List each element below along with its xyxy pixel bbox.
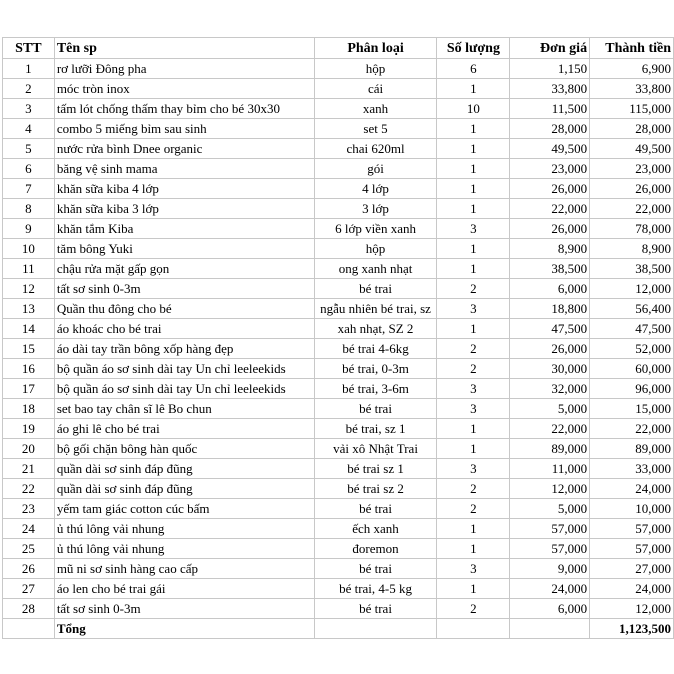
cell-unit-price[interactable]: 57,000 bbox=[510, 539, 590, 559]
table-row bbox=[3, 99, 674, 119]
table-row bbox=[3, 559, 674, 579]
cell-quantity[interactable]: 2 bbox=[437, 359, 510, 379]
cell-unit-price[interactable]: 33,800 bbox=[510, 79, 590, 99]
cell-quantity[interactable]: 1 bbox=[437, 579, 510, 599]
cell-category[interactable]: bé trai bbox=[314, 559, 437, 579]
cell-stt[interactable]: 1 bbox=[3, 59, 55, 79]
cell-product-name[interactable]: Quần thu đông cho bé bbox=[54, 299, 314, 319]
cell-category[interactable]: ong xanh nhạt bbox=[314, 259, 437, 279]
cell-quantity[interactable]: 1 bbox=[437, 419, 510, 439]
table-row bbox=[3, 439, 674, 459]
cell-line-total[interactable]: 60,000 bbox=[590, 359, 674, 379]
cell-quantity[interactable]: 3 bbox=[437, 219, 510, 239]
cell-stt[interactable]: 18 bbox=[3, 399, 55, 419]
cell-line-total[interactable]: 22,000 bbox=[590, 199, 674, 219]
cell-category[interactable]: xah nhạt, SZ 2 bbox=[314, 319, 437, 339]
cell-product-name[interactable]: rơ lưỡi Đông pha bbox=[54, 59, 314, 79]
cell-category[interactable]: chai 620ml bbox=[314, 139, 437, 159]
cell-unit-price[interactable]: 11,000 bbox=[510, 459, 590, 479]
cell-category[interactable]: 6 lớp viền xanh bbox=[314, 219, 437, 239]
cell-unit-price[interactable]: 8,900 bbox=[510, 239, 590, 259]
cell-stt[interactable]: 21 bbox=[3, 459, 55, 479]
cell-line-total[interactable]: 52,000 bbox=[590, 339, 674, 359]
header-name[interactable]: Tên sp bbox=[54, 38, 314, 59]
header-total[interactable]: Thành tiền bbox=[590, 38, 674, 59]
cell-product-name[interactable]: set bao tay chân sĩ lê Bo chun bbox=[54, 399, 314, 419]
table-row bbox=[3, 319, 674, 339]
total-row bbox=[3, 619, 674, 639]
total-price-cell[interactable] bbox=[510, 619, 590, 639]
cell-stt[interactable]: 10 bbox=[3, 239, 55, 259]
cell-product-name[interactable]: mũ ni sơ sinh hàng cao cấp bbox=[54, 559, 314, 579]
cell-unit-price[interactable]: 57,000 bbox=[510, 519, 590, 539]
cell-category[interactable]: bé trai, 0-3m bbox=[314, 359, 437, 379]
cell-line-total[interactable]: 26,000 bbox=[590, 179, 674, 199]
cell-line-total[interactable]: 15,000 bbox=[590, 399, 674, 419]
cell-stt[interactable]: 8 bbox=[3, 199, 55, 219]
cell-product-name[interactable]: bộ quần áo sơ sinh dài tay Un chỉ leeleekids bbox=[54, 379, 314, 399]
header-price[interactable]: Đơn giá bbox=[510, 38, 590, 59]
cell-unit-price[interactable]: 38,500 bbox=[510, 259, 590, 279]
cell-category[interactable]: bé trai, sz 1 bbox=[314, 419, 437, 439]
cell-product-name[interactable]: nước rửa bình Dnee organic bbox=[54, 139, 314, 159]
cell-stt[interactable]: 7 bbox=[3, 179, 55, 199]
cell-category[interactable]: 4 lớp bbox=[314, 179, 437, 199]
cell-stt[interactable]: 13 bbox=[3, 299, 55, 319]
cell-stt[interactable]: 27 bbox=[3, 579, 55, 599]
cell-line-total[interactable]: 78,000 bbox=[590, 219, 674, 239]
cell-quantity[interactable]: 10 bbox=[437, 99, 510, 119]
cell-category[interactable]: bé trai sz 2 bbox=[314, 479, 437, 499]
table-row bbox=[3, 279, 674, 299]
cell-product-name[interactable]: ủ thú lông vải nhung bbox=[54, 519, 314, 539]
cell-product-name[interactable]: áo ghi lê cho bé trai bbox=[54, 419, 314, 439]
cell-quantity[interactable]: 1 bbox=[437, 539, 510, 559]
cell-product-name[interactable]: quần dài sơ sinh đáp đũng bbox=[54, 459, 314, 479]
cell-stt[interactable]: 28 bbox=[3, 599, 55, 619]
cell-category[interactable]: xanh bbox=[314, 99, 437, 119]
table-row bbox=[3, 239, 674, 259]
cell-quantity[interactable]: 2 bbox=[437, 279, 510, 299]
cell-quantity[interactable]: 1 bbox=[437, 159, 510, 179]
table-row bbox=[3, 339, 674, 359]
cell-unit-price[interactable]: 22,000 bbox=[510, 419, 590, 439]
cell-product-name[interactable]: yếm tam giác cotton cúc bấm bbox=[54, 499, 314, 519]
header-qty[interactable]: Số lượng bbox=[437, 38, 510, 59]
cell-category[interactable]: ếch xanh bbox=[314, 519, 437, 539]
cell-product-name[interactable]: khăn sữa kiba 4 lớp bbox=[54, 179, 314, 199]
cell-product-name[interactable]: khăn tắm Kiba bbox=[54, 219, 314, 239]
cell-unit-price[interactable]: 12,000 bbox=[510, 479, 590, 499]
cell-line-total[interactable]: 57,000 bbox=[590, 539, 674, 559]
cell-quantity[interactable]: 1 bbox=[437, 199, 510, 219]
cell-unit-price[interactable]: 49,500 bbox=[510, 139, 590, 159]
cell-stt[interactable]: 2 bbox=[3, 79, 55, 99]
cell-category[interactable]: hộp bbox=[314, 59, 437, 79]
table-row bbox=[3, 199, 674, 219]
cell-category[interactable]: bé trai sz 1 bbox=[314, 459, 437, 479]
cell-quantity[interactable]: 1 bbox=[437, 319, 510, 339]
table-row bbox=[3, 579, 674, 599]
cell-stt[interactable]: 11 bbox=[3, 259, 55, 279]
cell-unit-price[interactable]: 6,000 bbox=[510, 279, 590, 299]
cell-quantity[interactable]: 3 bbox=[437, 559, 510, 579]
cell-category[interactable]: bé trai bbox=[314, 499, 437, 519]
cell-line-total[interactable]: 57,000 bbox=[590, 519, 674, 539]
cell-category[interactable]: bé trai, 4-5 kg bbox=[314, 579, 437, 599]
table-row bbox=[3, 499, 674, 519]
cell-category[interactable]: bé trai 4-6kg bbox=[314, 339, 437, 359]
cell-quantity[interactable]: 2 bbox=[437, 499, 510, 519]
cell-line-total[interactable]: 56,400 bbox=[590, 299, 674, 319]
cell-line-total[interactable]: 28,000 bbox=[590, 119, 674, 139]
cell-quantity[interactable]: 3 bbox=[437, 399, 510, 419]
cell-unit-price[interactable]: 26,000 bbox=[510, 219, 590, 239]
grand-total-value[interactable]: 1,123,500 bbox=[590, 619, 674, 639]
cell-unit-price[interactable]: 28,000 bbox=[510, 119, 590, 139]
cell-quantity[interactable]: 1 bbox=[437, 139, 510, 159]
cell-line-total[interactable]: 96,000 bbox=[590, 379, 674, 399]
cell-product-name[interactable]: băng vệ sinh mama bbox=[54, 159, 314, 179]
cell-line-total[interactable]: 89,000 bbox=[590, 439, 674, 459]
cell-stt[interactable]: 19 bbox=[3, 419, 55, 439]
cell-line-total[interactable]: 33,800 bbox=[590, 79, 674, 99]
cell-line-total[interactable]: 24,000 bbox=[590, 579, 674, 599]
cell-stt[interactable]: 24 bbox=[3, 519, 55, 539]
cell-line-total[interactable]: 6,900 bbox=[590, 59, 674, 79]
cell-quantity[interactable]: 3 bbox=[437, 299, 510, 319]
cell-quantity[interactable]: 1 bbox=[437, 79, 510, 99]
cell-quantity[interactable]: 3 bbox=[437, 379, 510, 399]
table-row bbox=[3, 479, 674, 499]
cell-unit-price[interactable]: 47,500 bbox=[510, 319, 590, 339]
cell-quantity[interactable]: 1 bbox=[437, 179, 510, 199]
cell-stt[interactable]: 6 bbox=[3, 159, 55, 179]
cell-quantity[interactable]: 1 bbox=[437, 239, 510, 259]
cell-line-total[interactable]: 38,500 bbox=[590, 259, 674, 279]
cell-unit-price[interactable]: 6,000 bbox=[510, 599, 590, 619]
cell-stt[interactable]: 16 bbox=[3, 359, 55, 379]
cell-category[interactable]: vải xô Nhật Trai bbox=[314, 439, 437, 459]
cell-unit-price[interactable]: 1,150 bbox=[510, 59, 590, 79]
cell-product-name[interactable]: combo 5 miếng bỉm sau sinh bbox=[54, 119, 314, 139]
table-row bbox=[3, 59, 674, 79]
table-row bbox=[3, 599, 674, 619]
cell-stt[interactable]: 5 bbox=[3, 139, 55, 159]
cell-stt[interactable]: 12 bbox=[3, 279, 55, 299]
cell-line-total[interactable]: 27,000 bbox=[590, 559, 674, 579]
cell-product-name[interactable]: bộ gối chặn bông hàn quốc bbox=[54, 439, 314, 459]
cell-unit-price[interactable]: 89,000 bbox=[510, 439, 590, 459]
cell-line-total[interactable]: 12,000 bbox=[590, 599, 674, 619]
table-row bbox=[3, 219, 674, 239]
cell-unit-price[interactable]: 11,500 bbox=[510, 99, 590, 119]
cell-category[interactable]: set 5 bbox=[314, 119, 437, 139]
cell-unit-price[interactable]: 18,800 bbox=[510, 299, 590, 319]
cell-category[interactable]: gói bbox=[314, 159, 437, 179]
table-row bbox=[3, 259, 674, 279]
cell-unit-price[interactable]: 5,000 bbox=[510, 499, 590, 519]
cell-category[interactable]: bé trai, 3-6m bbox=[314, 379, 437, 399]
cell-product-name[interactable]: ủ thú lông vải nhung bbox=[54, 539, 314, 559]
cell-line-total[interactable]: 8,900 bbox=[590, 239, 674, 259]
table-row bbox=[3, 399, 674, 419]
table-row bbox=[3, 519, 674, 539]
cell-product-name[interactable]: tăm bông Yuki bbox=[54, 239, 314, 259]
cell-unit-price[interactable]: 5,000 bbox=[510, 399, 590, 419]
cell-stt[interactable]: 9 bbox=[3, 219, 55, 239]
cell-category[interactable]: bé trai bbox=[314, 599, 437, 619]
cell-unit-price[interactable]: 22,000 bbox=[510, 199, 590, 219]
cell-product-name[interactable]: bộ quần áo sơ sinh dài tay Un chỉ leeleekids bbox=[54, 359, 314, 379]
cell-quantity[interactable]: 2 bbox=[437, 479, 510, 499]
cell-stt[interactable]: 25 bbox=[3, 539, 55, 559]
table-row bbox=[3, 179, 674, 199]
cell-stt[interactable]: 15 bbox=[3, 339, 55, 359]
cell-unit-price[interactable]: 9,000 bbox=[510, 559, 590, 579]
cell-stt[interactable]: 3 bbox=[3, 99, 55, 119]
cell-quantity[interactable]: 1 bbox=[437, 259, 510, 279]
table-row bbox=[3, 379, 674, 399]
cell-quantity[interactable]: 1 bbox=[437, 519, 510, 539]
cell-line-total[interactable]: 22,000 bbox=[590, 419, 674, 439]
cell-category[interactable]: ngẫu nhiên bé trai, sz bbox=[314, 299, 437, 319]
cell-line-total[interactable]: 23,000 bbox=[590, 159, 674, 179]
cell-product-name[interactable]: áo dài tay trần bông xốp hàng đẹp bbox=[54, 339, 314, 359]
cell-unit-price[interactable]: 32,000 bbox=[510, 379, 590, 399]
cell-stt[interactable]: 23 bbox=[3, 499, 55, 519]
cell-unit-price[interactable]: 26,000 bbox=[510, 339, 590, 359]
header-stt[interactable]: STT bbox=[3, 38, 55, 59]
cell-stt[interactable]: 20 bbox=[3, 439, 55, 459]
total-stt-cell[interactable] bbox=[3, 619, 55, 639]
cell-stt[interactable]: 14 bbox=[3, 319, 55, 339]
cell-line-total[interactable]: 115,000 bbox=[590, 99, 674, 119]
cell-quantity[interactable]: 3 bbox=[437, 459, 510, 479]
cell-product-name[interactable]: tất sơ sinh 0-3m bbox=[54, 279, 314, 299]
cell-product-name[interactable]: quần dài sơ sinh đáp đũng bbox=[54, 479, 314, 499]
cell-product-name[interactable]: áo khoác cho bé trai bbox=[54, 319, 314, 339]
cell-unit-price[interactable]: 23,000 bbox=[510, 159, 590, 179]
table-row bbox=[3, 459, 674, 479]
cell-stt[interactable]: 22 bbox=[3, 479, 55, 499]
cell-product-name[interactable]: khăn sữa kiba 3 lớp bbox=[54, 199, 314, 219]
table-row bbox=[3, 359, 674, 379]
cell-category[interactable]: cái bbox=[314, 79, 437, 99]
cell-product-name[interactable]: tấm lót chống thấm thay bỉm cho bé 30x30 bbox=[54, 99, 314, 119]
table-row bbox=[3, 79, 674, 99]
cell-quantity[interactable]: 1 bbox=[437, 439, 510, 459]
cell-unit-price[interactable]: 24,000 bbox=[510, 579, 590, 599]
total-label[interactable]: Tổng bbox=[54, 619, 314, 639]
table-row bbox=[3, 119, 674, 139]
cell-quantity[interactable]: 1 bbox=[437, 119, 510, 139]
cell-quantity[interactable]: 2 bbox=[437, 599, 510, 619]
cell-unit-price[interactable]: 30,000 bbox=[510, 359, 590, 379]
cell-category[interactable]: bé trai bbox=[314, 279, 437, 299]
cell-quantity[interactable]: 2 bbox=[437, 339, 510, 359]
order-table bbox=[2, 37, 674, 639]
cell-product-name[interactable]: móc tròn inox bbox=[54, 79, 314, 99]
total-qty-cell[interactable] bbox=[437, 619, 510, 639]
cell-stt[interactable]: 4 bbox=[3, 119, 55, 139]
cell-unit-price[interactable]: 26,000 bbox=[510, 179, 590, 199]
total-category-cell[interactable] bbox=[314, 619, 437, 639]
header-row bbox=[3, 38, 674, 59]
cell-line-total[interactable]: 33,000 bbox=[590, 459, 674, 479]
cell-line-total[interactable]: 24,000 bbox=[590, 479, 674, 499]
cell-category[interactable]: đoremon bbox=[314, 539, 437, 559]
cell-product-name[interactable]: chậu rửa mặt gấp gọn bbox=[54, 259, 314, 279]
cell-category[interactable]: bé trai bbox=[314, 399, 437, 419]
table-row bbox=[3, 159, 674, 179]
cell-category[interactable]: hộp bbox=[314, 239, 437, 259]
cell-stt[interactable]: 26 bbox=[3, 559, 55, 579]
table-row bbox=[3, 419, 674, 439]
cell-product-name[interactable]: tất sơ sinh 0-3m bbox=[54, 599, 314, 619]
table-row bbox=[3, 139, 674, 159]
cell-product-name[interactable]: áo len cho bé trai gái bbox=[54, 579, 314, 599]
cell-line-total[interactable]: 49,500 bbox=[590, 139, 674, 159]
cell-line-total[interactable]: 12,000 bbox=[590, 279, 674, 299]
table-row bbox=[3, 539, 674, 559]
table-row bbox=[3, 299, 674, 319]
header-category[interactable]: Phân loại bbox=[314, 38, 437, 59]
cell-line-total[interactable]: 47,500 bbox=[590, 319, 674, 339]
cell-quantity[interactable]: 6 bbox=[437, 59, 510, 79]
cell-stt[interactable]: 17 bbox=[3, 379, 55, 399]
cell-line-total[interactable]: 10,000 bbox=[590, 499, 674, 519]
cell-category[interactable]: 3 lớp bbox=[314, 199, 437, 219]
